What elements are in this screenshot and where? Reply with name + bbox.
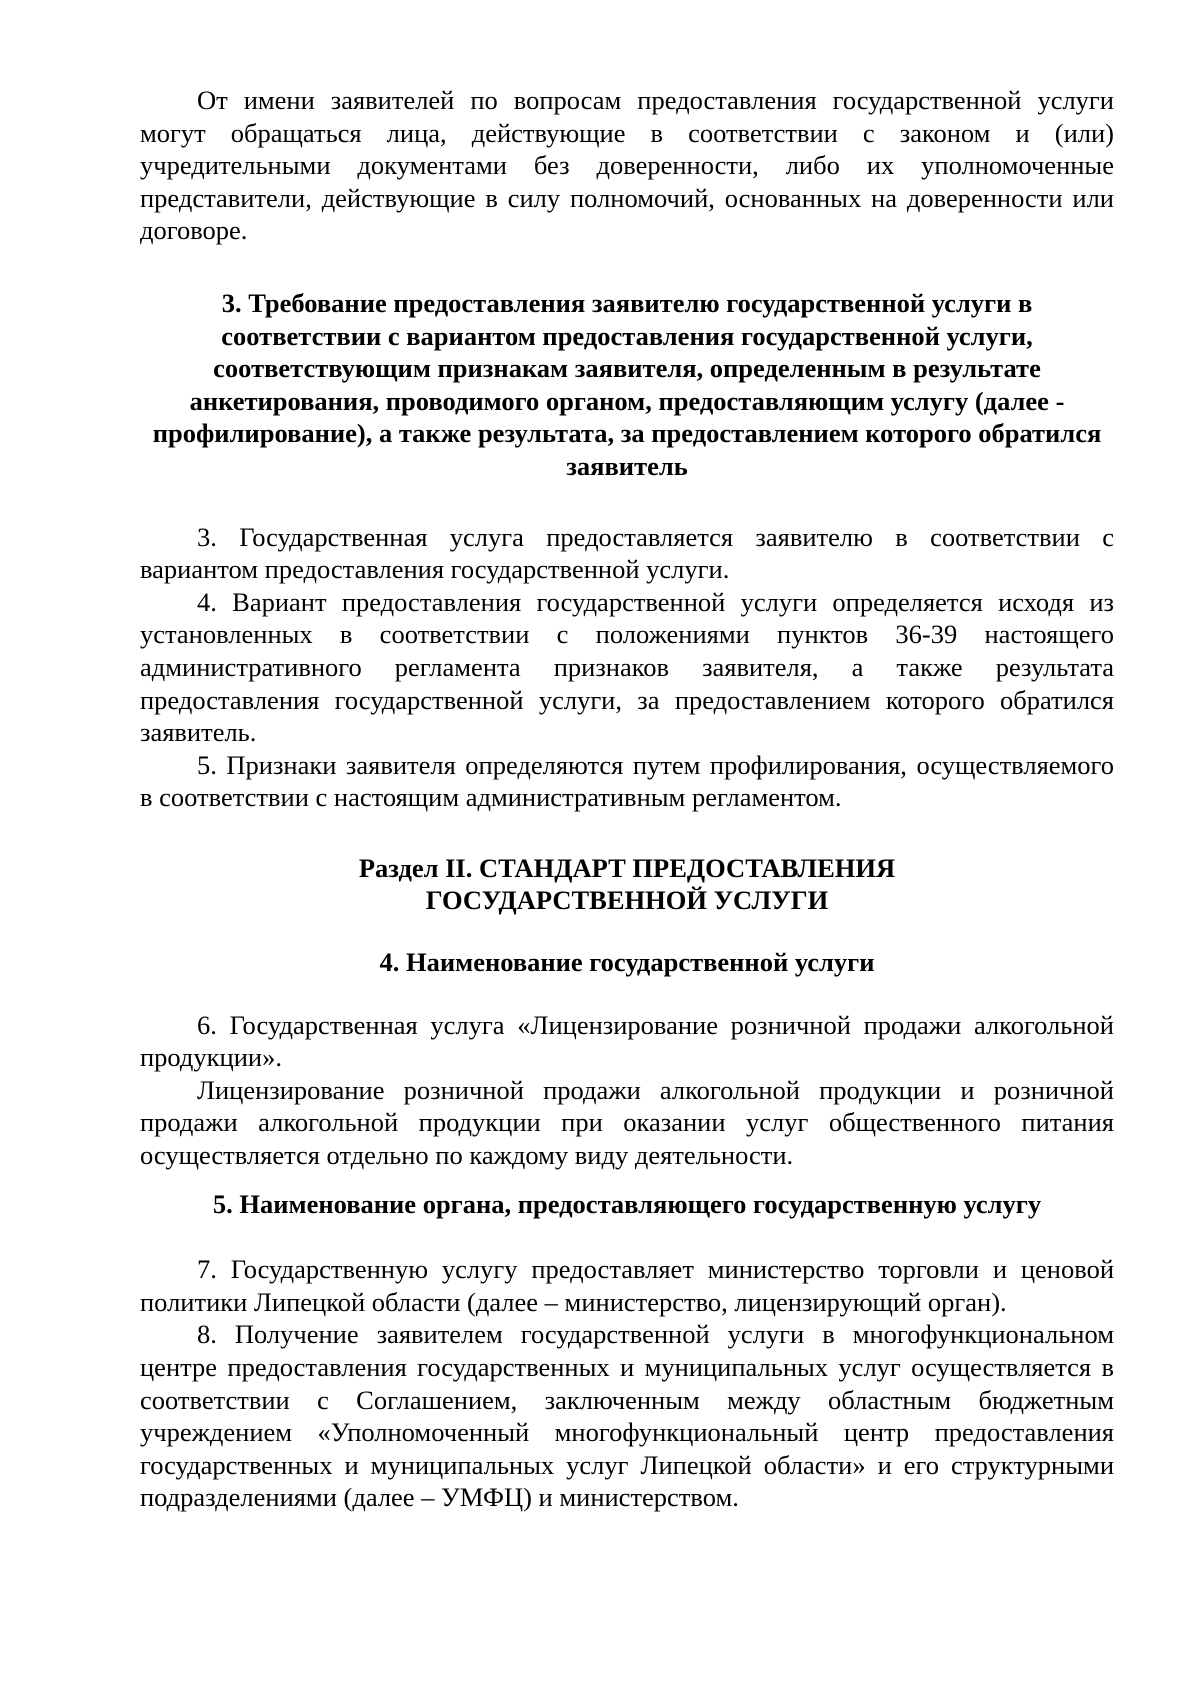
paragraph-licensing: Лицензирование розничной продажи алкогольной продукции и розничной продажи алкогольной продукции при оказании услуг общественного питания осуществляется отдельно по каждому виду деятельности. bbox=[140, 1074, 1114, 1171]
section-3-heading: 3. Требование предоставления заявителю государственной услуги в соответствии с вариантом предоставления государственной услуги, соответствующим признакам заявителя, определенным в результате анкетирования, проводимого органом, предоставляющим услугу (далее - профилирование), а также результата, за предоставлением которого обратился заявитель bbox=[152, 287, 1102, 481]
paragraph-item-8: 8. Получение заявителем государственной услуги в многофункциональном центре предоставления государственных и муниципальных услуг осуществляется в соответствии с Соглашением, заключенным между областным бюджетным учреждением «Уполномоченный многофункциональный центр предоставления государственных и муниципальных услуг Липецкой области» и его структурными подразделениями (далее – УМФЦ) и министерством. bbox=[140, 1319, 1114, 1513]
paragraph-item-6: 6. Государственная услуга «Лицензирование розничной продажи алкогольной продукции». bbox=[140, 1009, 1114, 1073]
part-2-heading-line-2: ГОСУДАРСТВЕННОЙ УСЛУГИ bbox=[425, 885, 829, 916]
part-2-heading bbox=[140, 852, 1114, 917]
section-4-heading: 4. Наименование государственной услуги bbox=[379, 947, 875, 978]
section-5-heading: 5. Наименование органа, предоставляющего государственную услугу bbox=[212, 1188, 1042, 1219]
paragraph-item-5: 5. Признаки заявителя определяются путем профилирования, осуществляемого в соответствии с настоящим административным регламентом. bbox=[140, 749, 1114, 813]
part-2-heading-line-1: Раздел II. СТАНДАРТ ПРЕДОСТАВЛЕНИЯ bbox=[358, 852, 896, 883]
paragraph-item-4: 4. Вариант предоставления государственной услуги определяется исходя из установленных в соответствии с положениями пунктов 36-39 настоящего административного регламента признаков заявителя, а также результата предоставления государственной услуги, за предоставлением которого обратился заявитель. bbox=[140, 586, 1114, 748]
paragraph-item-3: 3. Государственная услуга предоставляется заявителю в соответствии с вариантом предоставления государственной услуги. bbox=[140, 521, 1114, 585]
document-page bbox=[140, 84, 1114, 1514]
paragraph-intro: От имени заявителей по вопросам предоставления государственной услуги могут обращаться лица, действующие в соответствии с законом и (или) учредительными документами без доверенности, либо их уполномоченные представители, действующие в силу полномочий, основанных на доверенности или договоре. bbox=[140, 85, 1114, 246]
paragraph-item-7: 7. Государственную услугу предоставляет министерство торговли и ценовой политики Липецкой области (далее – министерство, лицензирующий орган). bbox=[140, 1254, 1114, 1317]
